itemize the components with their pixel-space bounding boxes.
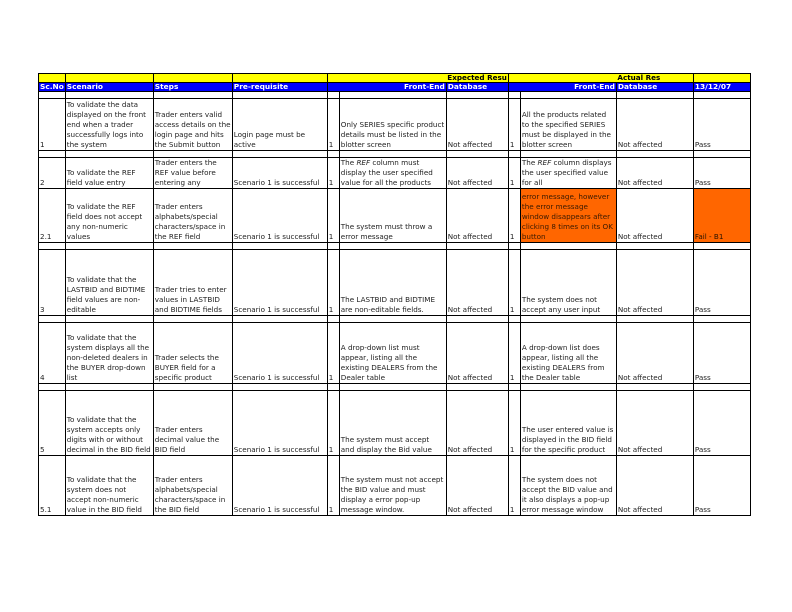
expected-database-cell[interactable]: Not affected xyxy=(446,456,508,516)
table-row xyxy=(39,323,751,384)
group-header-cell[interactable] xyxy=(520,74,616,83)
actual-frontend-cell[interactable]: The user entered value is displayed in the BID field for the specific product xyxy=(520,391,616,456)
actual-database-cell[interactable]: Not affected xyxy=(616,323,693,384)
table-row xyxy=(39,456,751,516)
steps-cell[interactable]: Trader enters alphabets/special characters/space in the REF field xyxy=(153,189,232,243)
expected-database-cell[interactable]: Not affected xyxy=(446,391,508,456)
empty-cell[interactable] xyxy=(39,243,66,250)
empty-cell[interactable] xyxy=(39,151,66,158)
exp-flag-cell[interactable]: 1 xyxy=(327,323,339,384)
group-header-cell[interactable] xyxy=(508,74,520,83)
empty-cell[interactable] xyxy=(520,316,616,323)
steps-cell[interactable]: Trader tries to enter values in LASTBID and BIDTIME fields xyxy=(153,250,232,316)
empty-cell[interactable] xyxy=(520,384,616,391)
empty-cell[interactable] xyxy=(65,243,153,250)
scenario-cell[interactable]: To validate the REF field value entry xyxy=(65,158,153,189)
empty-cell[interactable] xyxy=(520,92,616,99)
empty-cell[interactable] xyxy=(693,243,750,250)
result-cell[interactable]: Pass xyxy=(693,323,750,384)
act-flag-cell[interactable]: 1 xyxy=(508,158,520,189)
empty-cell[interactable] xyxy=(508,151,520,158)
exp-flag-cell[interactable]: 1 xyxy=(327,391,339,456)
col-header-exp-flag[interactable] xyxy=(327,83,339,92)
expected-frontend-cell[interactable]: The system must throw a error message xyxy=(339,189,446,243)
expected-frontend-cell[interactable]: Only SERIES specific product details must be listed in the blotter screen xyxy=(339,99,446,151)
actual-database-cell[interactable]: Not affected xyxy=(616,391,693,456)
expected-frontend-cell[interactable]: The REF column must display the user specified value for all the products xyxy=(339,158,446,189)
actual-frontend-cell[interactable]: The REF column displays the user specified value for all xyxy=(520,158,616,189)
scno-cell[interactable]: 5.1 xyxy=(39,456,66,516)
actual-frontend-cell[interactable]: A drop-down list does appear, listing all the existing DEALERS from the Dealer table xyxy=(520,323,616,384)
empty-cell[interactable] xyxy=(65,92,153,99)
table-row xyxy=(39,99,751,151)
col-header-scno[interactable]: Sc.No xyxy=(40,82,64,91)
empty-cell[interactable] xyxy=(520,243,616,250)
result-cell[interactable]: Pass xyxy=(693,391,750,456)
actual-database-cell[interactable]: Not affected xyxy=(616,189,693,243)
col-header-steps[interactable]: Steps xyxy=(153,83,232,92)
scno-cell[interactable]: 1 xyxy=(39,99,66,151)
col-header-expected-frontend[interactable]: Front-End xyxy=(339,83,446,92)
prereq-cell[interactable]: Scenario 1 is successful xyxy=(232,189,327,243)
act-flag-cell[interactable]: 1 xyxy=(508,189,520,243)
empty-cell[interactable] xyxy=(616,316,693,323)
col-header-expected-database[interactable]: Database xyxy=(446,83,508,92)
steps-cell[interactable]: Trader enters the REF value before entering any xyxy=(153,158,232,189)
col-header-actual-frontend[interactable]: Front-End xyxy=(520,83,616,92)
empty-cell[interactable] xyxy=(446,243,508,250)
table-row xyxy=(39,189,751,243)
empty-cell[interactable] xyxy=(446,92,508,99)
table-row xyxy=(39,158,751,189)
actual-frontend-cell[interactable]: The system does not accept the BID value and it also displays a pop-up error message window xyxy=(520,456,616,516)
result-cell[interactable]: Pass xyxy=(693,250,750,316)
spacer-row xyxy=(39,316,751,323)
empty-cell[interactable] xyxy=(339,92,446,99)
expected-database-cell[interactable]: Not affected xyxy=(446,189,508,243)
table-row xyxy=(39,250,751,316)
prereq-cell[interactable]: Scenario 1 is successful xyxy=(232,391,327,456)
empty-cell[interactable] xyxy=(339,243,446,250)
empty-cell[interactable] xyxy=(153,151,232,158)
actual-database-cell[interactable]: Not affected xyxy=(616,250,693,316)
empty-cell[interactable] xyxy=(232,92,327,99)
act-flag-cell[interactable]: 1 xyxy=(508,391,520,456)
empty-cell[interactable] xyxy=(520,151,616,158)
col-header-prerequisite[interactable]: Pre-requisite xyxy=(232,83,327,92)
spacer-row xyxy=(39,384,751,391)
actual-database-cell[interactable]: Not affected xyxy=(616,158,693,189)
exp-flag-cell[interactable]: 1 xyxy=(327,250,339,316)
expected-frontend-cell[interactable]: The system must accept and display the Bid value xyxy=(339,391,446,456)
empty-cell[interactable] xyxy=(446,151,508,158)
group-header-row xyxy=(39,74,751,83)
scenario-cell[interactable]: To validate that the system accepts only digits with or without decimal in the BID field xyxy=(65,391,153,456)
empty-cell[interactable] xyxy=(153,384,232,391)
expected-results-group-header[interactable]: Expected Resu xyxy=(447,73,507,82)
exp-flag-cell[interactable]: 1 xyxy=(327,99,339,151)
empty-cell[interactable] xyxy=(65,384,153,391)
empty-cell[interactable] xyxy=(39,316,66,323)
scno-cell[interactable]: 4 xyxy=(39,323,66,384)
empty-cell[interactable] xyxy=(65,151,153,158)
scenario-cell[interactable]: To validate that the system does not accept non-numeric value in the BID field xyxy=(65,456,153,516)
empty-cell[interactable] xyxy=(65,316,153,323)
empty-cell[interactable] xyxy=(153,243,232,250)
scno-cell[interactable]: 3 xyxy=(39,250,66,316)
prereq-cell[interactable]: Scenario 1 is successful xyxy=(232,158,327,189)
exp-flag-cell[interactable]: 1 xyxy=(327,456,339,516)
empty-cell[interactable] xyxy=(616,384,693,391)
expected-frontend-cell[interactable]: A drop-down list must appear, listing all the existing DEALERS from the Dealer table xyxy=(339,323,446,384)
actual-results-group-header[interactable]: Actual Res xyxy=(616,74,693,83)
expected-frontend-cell[interactable]: The system must not accept the BID value and must display a error pop-up message window. xyxy=(339,456,446,516)
empty-cell[interactable] xyxy=(339,151,446,158)
act-flag-cell[interactable]: 1 xyxy=(508,250,520,316)
group-header-cell[interactable] xyxy=(327,74,339,83)
prereq-cell[interactable]: Scenario 1 is successful xyxy=(232,456,327,516)
act-flag-cell[interactable]: 1 xyxy=(508,323,520,384)
group-header-cell[interactable] xyxy=(153,74,232,83)
steps-cell[interactable]: Trader selects the BUYER field for a specific product xyxy=(153,323,232,384)
empty-cell[interactable] xyxy=(616,151,693,158)
result-cell[interactable]: Pass xyxy=(693,456,750,516)
expected-database-cell[interactable]: Not affected xyxy=(446,323,508,384)
empty-cell[interactable] xyxy=(446,384,508,391)
act-flag-cell[interactable]: 1 xyxy=(508,456,520,516)
spacer-row xyxy=(39,243,751,250)
empty-cell[interactable] xyxy=(39,92,66,99)
empty-cell[interactable] xyxy=(693,92,750,99)
actual-database-cell[interactable]: Not affected xyxy=(616,99,693,151)
group-header-cell[interactable] xyxy=(232,74,327,83)
scno-cell[interactable]: 2.1 xyxy=(39,189,66,243)
actual-frontend-cell[interactable]: The system does not accept any user input xyxy=(520,250,616,316)
result-cell-failed[interactable]: Fail - B1 xyxy=(693,189,750,243)
empty-cell[interactable] xyxy=(327,243,339,250)
col-header-date[interactable]: 13/12/07 xyxy=(693,83,750,92)
exp-flag-cell[interactable]: 1 xyxy=(327,158,339,189)
actual-database-cell[interactable]: Not affected xyxy=(616,456,693,516)
empty-cell[interactable] xyxy=(693,316,750,323)
expected-database-cell[interactable]: Not affected xyxy=(446,158,508,189)
empty-cell[interactable] xyxy=(508,243,520,250)
col-header-act-flag[interactable] xyxy=(508,83,520,92)
steps-cell[interactable]: Trader enters valid access details on the login page and hits the Submit button xyxy=(153,99,232,151)
empty-cell[interactable] xyxy=(508,316,520,323)
empty-cell[interactable] xyxy=(446,316,508,323)
test-case-sheet xyxy=(38,73,751,516)
actual-frontend-cell[interactable]: All the products related to the specified SERIES must be displayed in the blotter screen xyxy=(520,99,616,151)
exp-flag-cell[interactable]: 1 xyxy=(327,189,339,243)
col-header-scenario[interactable]: Scenario xyxy=(65,83,153,92)
group-header-cell[interactable] xyxy=(65,74,153,83)
empty-cell[interactable] xyxy=(327,316,339,323)
prereq-cell[interactable]: Scenario 1 is successful xyxy=(232,323,327,384)
empty-cell[interactable] xyxy=(232,243,327,250)
steps-cell[interactable]: Trader enters alphabets/special characters/space in the BID field xyxy=(153,456,232,516)
empty-cell[interactable] xyxy=(616,243,693,250)
empty-cell[interactable] xyxy=(327,92,339,99)
empty-cell[interactable] xyxy=(232,151,327,158)
scenario-cell[interactable]: To validate that the LASTBID and BIDTIME field values are non-editable xyxy=(65,250,153,316)
prereq-cell[interactable]: Login page must be active xyxy=(232,99,327,151)
table-row xyxy=(39,391,751,456)
scno-cell[interactable]: 2 xyxy=(39,158,66,189)
prereq-cell[interactable]: Scenario 1 is successful xyxy=(232,250,327,316)
empty-cell[interactable] xyxy=(39,384,66,391)
scenario-cell[interactable]: To validate that the system displays all the non-deleted dealers in the BUYER drop-down list xyxy=(65,323,153,384)
group-header-cell[interactable] xyxy=(693,74,750,83)
empty-cell[interactable] xyxy=(508,384,520,391)
scenario-cell[interactable]: To validate the REF field does not accept any non-numeric values xyxy=(65,189,153,243)
spacer-row xyxy=(39,92,751,99)
empty-cell[interactable] xyxy=(508,92,520,99)
empty-cell[interactable] xyxy=(153,316,232,323)
expected-database-cell[interactable]: Not affected xyxy=(446,99,508,151)
act-flag-cell[interactable]: 1 xyxy=(508,99,520,151)
empty-cell[interactable] xyxy=(693,151,750,158)
steps-cell[interactable]: Trader enters decimal value the BID field xyxy=(153,391,232,456)
col-header-actual-database[interactable]: Database xyxy=(616,83,693,92)
group-header-cell[interactable] xyxy=(39,74,66,83)
empty-cell[interactable] xyxy=(339,316,446,323)
group-header-cell[interactable] xyxy=(339,74,446,83)
empty-cell[interactable] xyxy=(616,92,693,99)
empty-cell[interactable] xyxy=(327,384,339,391)
scno-cell[interactable]: 5 xyxy=(39,391,66,456)
empty-cell[interactable] xyxy=(232,384,327,391)
empty-cell[interactable] xyxy=(232,316,327,323)
empty-cell[interactable] xyxy=(339,384,446,391)
scenario-cell[interactable]: To validate the data displayed on the front end when a trader successfully logs into the system xyxy=(65,99,153,151)
actual-frontend-cell-failed[interactable]: error message, however the error message window disappears after clicking 8 times on its OK button xyxy=(520,189,616,243)
result-cell[interactable]: Pass xyxy=(693,158,750,189)
empty-cell[interactable] xyxy=(327,151,339,158)
result-cell[interactable]: Pass xyxy=(693,99,750,151)
column-header-row xyxy=(39,83,751,92)
expected-database-cell[interactable]: Not affected xyxy=(446,250,508,316)
spacer-row xyxy=(39,151,751,158)
empty-cell[interactable] xyxy=(153,92,232,99)
empty-cell[interactable] xyxy=(693,384,750,391)
expected-frontend-cell[interactable]: The LASTBID and BIDTIME are non-editable fields. xyxy=(339,250,446,316)
